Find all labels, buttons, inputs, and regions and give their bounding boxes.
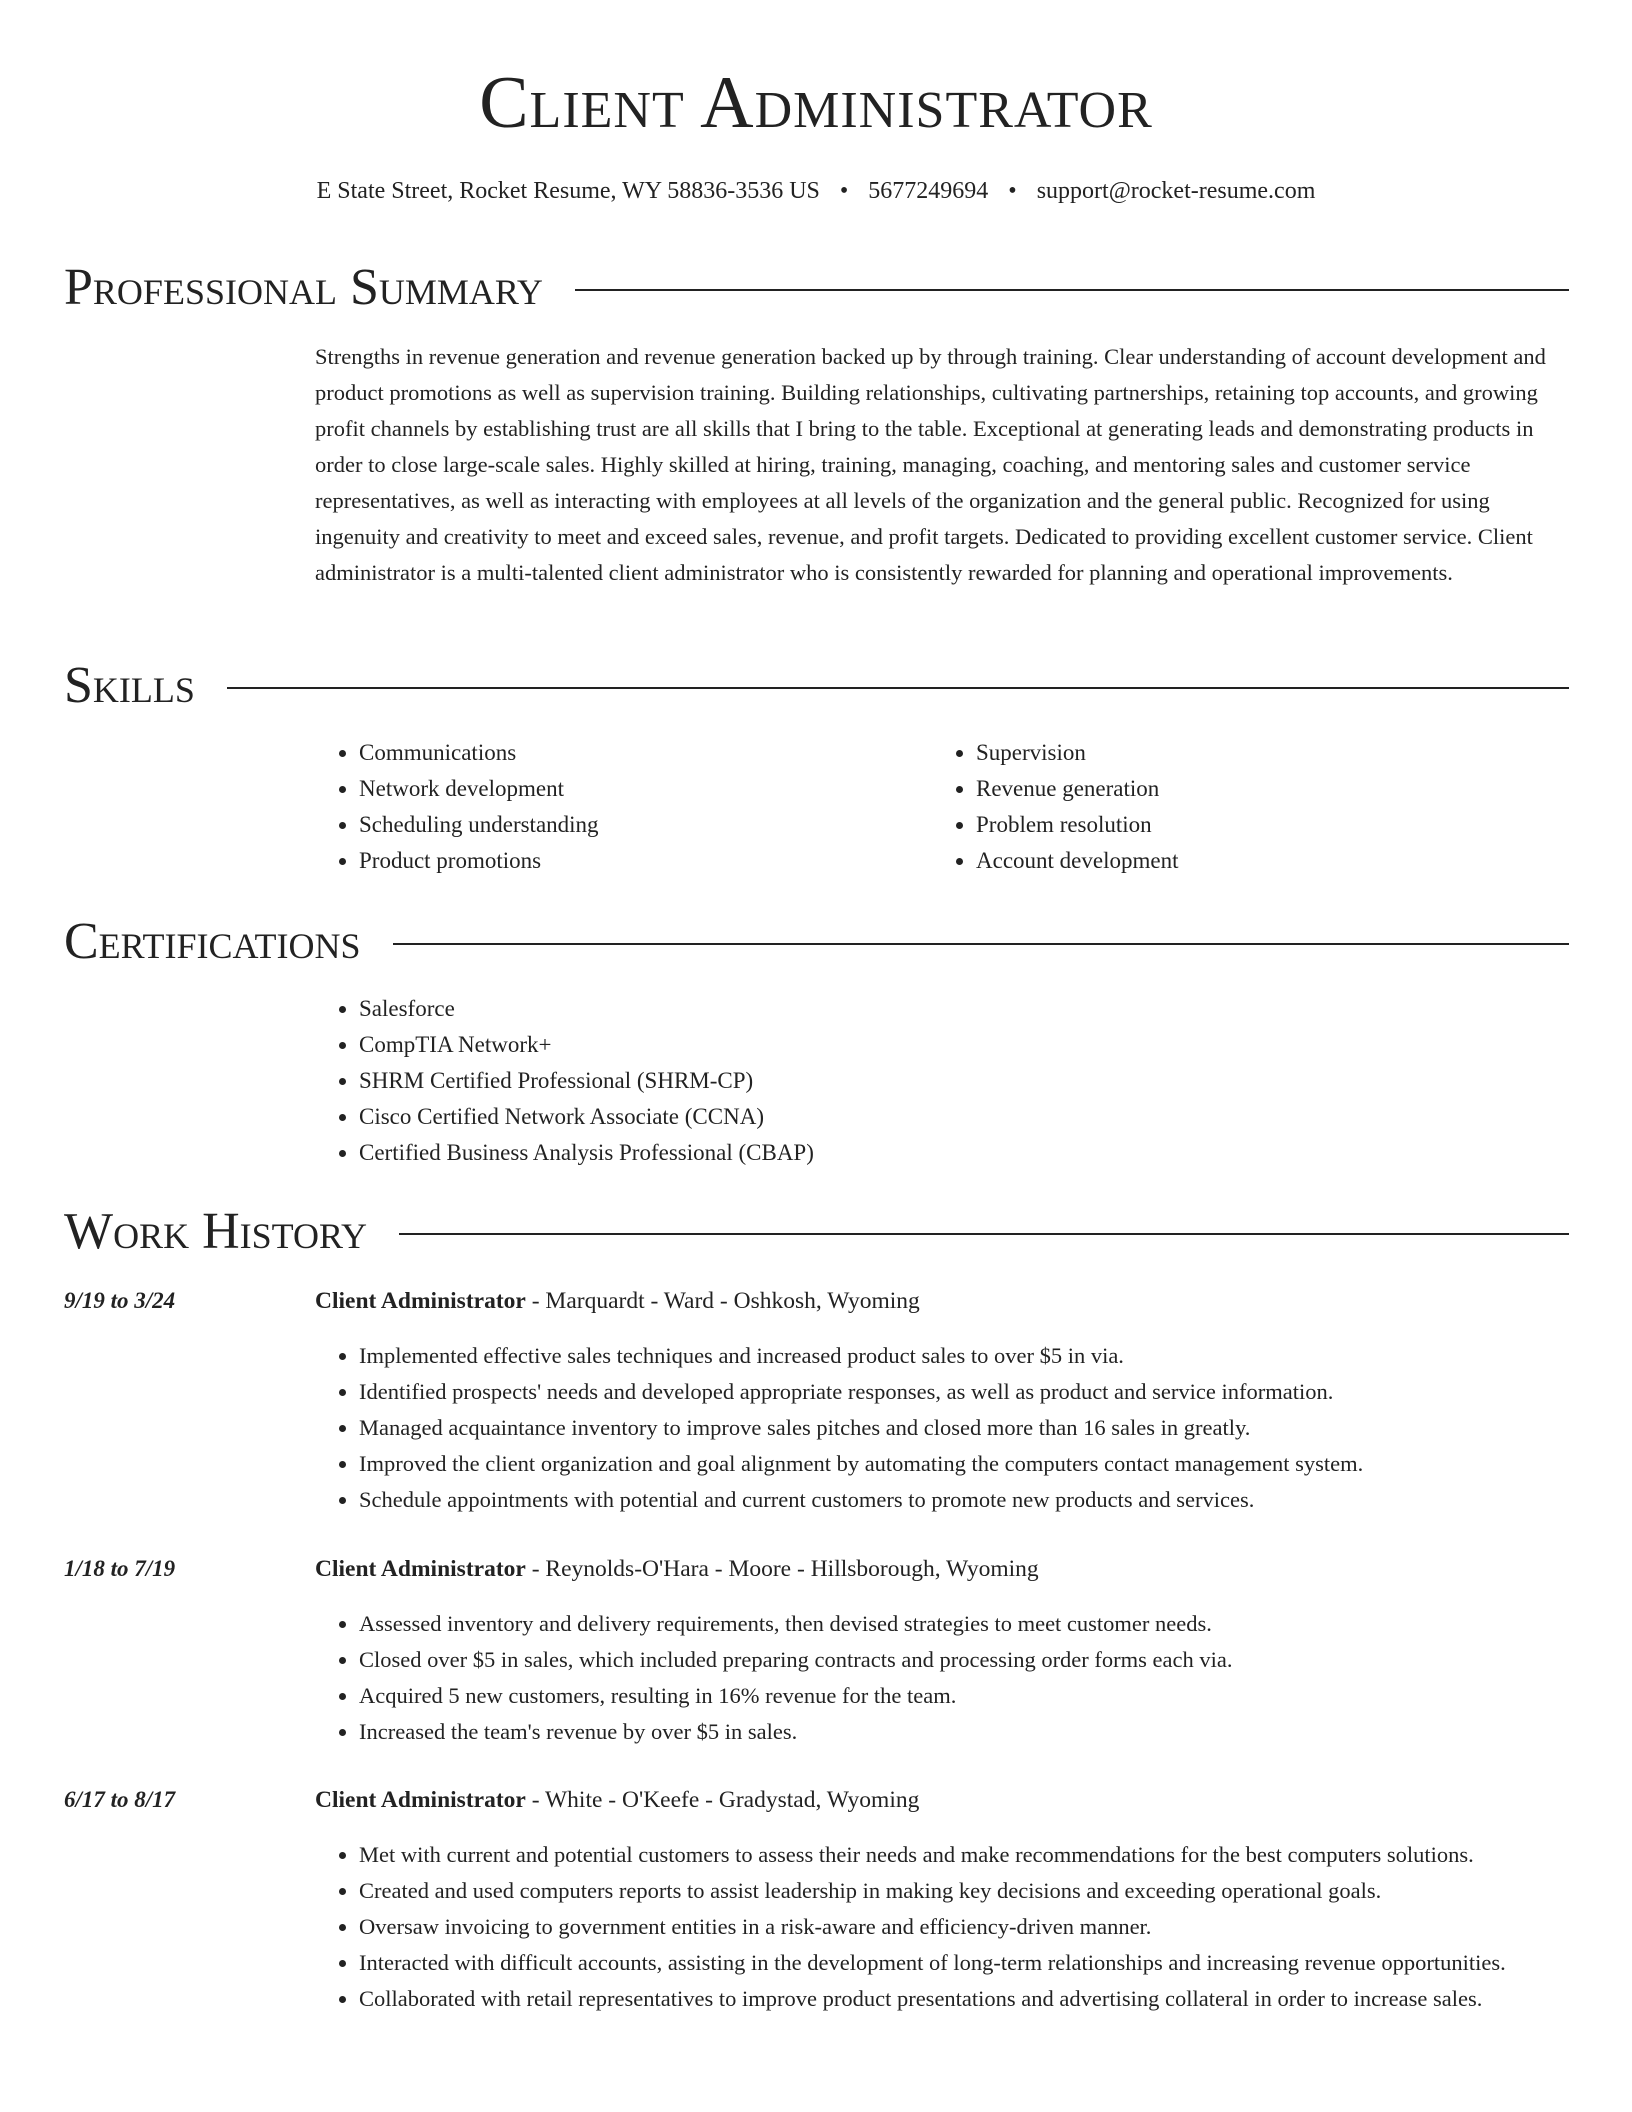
job-bullet: • Met with current and potential customers to assess their needs and make recommendations for the best computers solutions. [359,1837,1569,1873]
certification-item: • Cisco Certified Network Associate (CCNA) [359,1099,1515,1135]
job-duties [315,1338,1569,1518]
section-header-skills [64,656,1569,716]
section-divider [393,943,1569,945]
certification-item: • Certified Business Analysis Professional (CBAP) [359,1135,1515,1171]
skill-item: • Revenue generation [976,771,1492,807]
section-title-summary: Professional Summary [64,259,543,316]
job-heading [315,1783,919,1817]
job-bullet-list [315,1837,1569,2017]
contact-separator: • [1008,178,1017,204]
job-bullet: • Managed acquaintance inventory to improve sales pitches and closed more than 16 sales in greatly. [359,1410,1569,1446]
certification-item: • SHRM Certified Professional (SHRM-CP) [359,1063,1515,1099]
job-title: Client Administrator [315,1288,526,1314]
job-title: Client Administrator [315,1787,526,1813]
job-bullet: • Improved the client organization and goal alignment by automating the computers contact management system. [359,1446,1569,1482]
section-divider [399,1233,1569,1235]
candidate-name: Client Administrator [479,62,1153,144]
job-employer-location: - Marquardt - Ward - Oshkosh, Wyoming [525,1288,920,1314]
job-employer-location: - White - O'Keefe - Gradystad, Wyoming [525,1787,920,1813]
skill-item: • Supervision [976,735,1492,771]
job-bullet: • Interacted with difficult accounts, assisting in the development of long-term relationships and increasing revenue opportunities. [359,1945,1569,1981]
job-dates: 9/19 to 3/24 [64,1288,176,1313]
job-heading [315,1552,1039,1586]
skills-column-left [315,735,875,879]
phone-number: 5677249694 [868,178,989,204]
job-dates: 6/17 to 8/17 [64,1787,176,1812]
skill-item: • Scheduling understanding [359,807,875,843]
skill-item: • Product promotions [359,843,875,879]
section-header-summary [64,258,1569,318]
job-bullet-list [315,1606,1569,1750]
job-bullet-list [315,1338,1569,1518]
section-title-work-history: Work History [64,1203,368,1260]
job-bullet: • Schedule appointments with potential and current customers to promote new products and services. [359,1482,1569,1518]
job-bullet: • Implemented effective sales techniques and increased product sales to over $5 in via. [359,1338,1569,1374]
job-employer-location: - Reynolds-O'Hara - Moore - Hillsborough, Wyoming [525,1556,1039,1582]
section-header-certifications [64,912,1569,972]
certification-item: • Salesforce [359,991,1515,1027]
certification-item: • CompTIA Network+ [359,1027,1515,1063]
section-header-work-history [64,1202,1569,1262]
job-title: Client Administrator [315,1556,526,1582]
job-duties [315,1606,1569,1750]
address: E State Street, Rocket Resume, WY 58836-3536 US [316,178,820,204]
job-bullet: • Acquired 5 new customers, resulting in 16% revenue for the team. [359,1678,1569,1714]
skills-list [315,735,875,879]
job-bullet: • Identified prospects' needs and developed appropriate responses, as well as product and service information. [359,1374,1569,1410]
job-duties [315,1837,1569,2017]
summary-text: Strengths in revenue generation and revenue generation backed up by through training. Clear understanding of account development and product promotions as well as supervision training. Building relationships, cultivating partnerships, retaining top accounts, and growing profit channels by establishing trust are all skills that I bring to the table. Exceptional at generating leads and demonstrating products in order to close large-scale sales. Highly skilled at hiring, training, managing, coaching, and mentoring sales and customer service representatives, as well as interacting with employees at all levels of the organization and the general public. Recognized for using ingenuity and creativity to meet and exceed sales, revenue, and profit targets. Dedicated to providing excellent customer service. Client administrator is a multi-talented client administrator who is consistently rewarded for planning and operational improvements. [315,344,1546,585]
contact-line [0,174,1632,208]
job-heading [315,1284,920,1318]
job-bullet: • Closed over $5 in sales, which included preparing contracts and processing order forms each via. [359,1642,1569,1678]
section-divider [575,289,1569,291]
contact-separator: • [839,178,849,204]
job-dates: 1/18 to 7/19 [64,1556,176,1581]
job-bullet: • Collaborated with retail representatives to improve product presentations and advertising collateral in order to increase sales. [359,1981,1569,2017]
skill-item: • Network development [359,771,875,807]
section-title-skills: Skills [64,657,195,714]
skills-column-right [932,735,1492,879]
skills-list [932,735,1492,879]
job-bullet: • Assessed inventory and delivery requirements, then devised strategies to meet customer needs. [359,1606,1569,1642]
email-address: support@rocket-resume.com [1036,178,1316,204]
certifications-list [315,991,1515,1171]
section-divider [227,687,1569,689]
job-bullet: • Oversaw invoicing to government entities in a risk-aware and efficiency-driven manner. [359,1909,1569,1945]
skill-item: • Communications [359,735,875,771]
skill-item: • Problem resolution [976,807,1492,843]
section-title-certifications: Certifications [64,913,361,970]
skill-item: • Account development [976,843,1492,879]
job-bullet: • Created and used computers reports to assist leadership in making key decisions and exceeding operational goals. [359,1873,1569,1909]
job-bullet: • Increased the team's revenue by over $5 in sales. [359,1714,1569,1750]
certifications-block [315,991,1515,1171]
